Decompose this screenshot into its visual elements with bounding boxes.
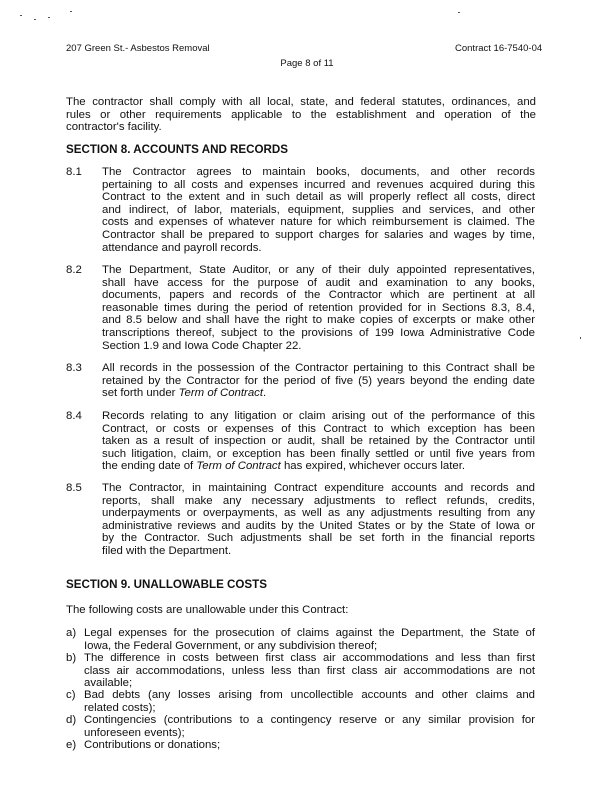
list-text	[84, 689, 535, 714]
list-text	[84, 652, 535, 690]
text-line: such litigation, claim, or exception has been finally settled or until five years from	[102, 447, 535, 460]
text-line: administrative reviews and audits by the United States or by the State of Iowa or	[102, 519, 535, 532]
list-text	[84, 714, 535, 739]
text-line: documents, papers and records of the Contractor which are pertinent at all	[102, 289, 535, 302]
section-9-heading: SECTION 9. UNALLOWABLE COSTS	[66, 578, 267, 591]
text-line: Section 1.9 and Iowa Code Chapter 22.	[102, 339, 302, 352]
text-line: the ending date of Term of Contract has expired, whichever occurs later.	[102, 460, 466, 473]
text-line: contractor's facility.	[66, 121, 162, 134]
text-line: class air accommodations, unless less than first class air accommodations are not	[84, 664, 535, 677]
list-label: b)	[66, 652, 77, 664]
text-line: Iowa, the Federal Government, or any subdivision thereof;	[84, 639, 378, 652]
text-line: taken as a result of inspection or audit, shall be retained by the Contractor until	[102, 435, 535, 448]
section-8-heading: SECTION 8. ACCOUNTS AND RECORDS	[66, 143, 289, 156]
clause-text	[102, 362, 535, 400]
clause-text	[102, 166, 535, 254]
clause-text	[102, 410, 535, 473]
text-line: The contractor shall comply with all local, state, and federal statutes, ordinances, and	[66, 96, 536, 108]
text-line: reasonable times during the period of retention provided for in Sections 8.3, 8.4,	[102, 301, 535, 314]
text-line: related costs);	[84, 701, 156, 714]
text-line: Contingencies (contributions to a contingency reserve or any similar provision for	[84, 714, 535, 726]
text-line: costs and expenses of whatever nature for which reimbursement is claimed. The	[102, 216, 535, 229]
text-line: The Contractor agrees to maintain books, documents, and other records	[102, 166, 535, 178]
list-text	[84, 739, 535, 752]
list-text	[84, 627, 535, 652]
text-line: transcriptions thereof, subject to the provisions of 199 Iowa Administrative Code	[102, 326, 535, 339]
header-document-title: 207 Green St.- Asbestos Removal	[66, 43, 210, 54]
list-label: c)	[66, 689, 76, 701]
text-line: attendance and payroll records.	[102, 241, 262, 254]
text-line: All records in the possession of the Contractor pertaining to this Contract shall be	[102, 362, 535, 374]
list-label: d)	[66, 714, 77, 726]
text-line: Contract to the extent and in such detail as will properly reflect all costs, direct	[102, 191, 535, 204]
text-line: Contractor shall be prepared to support charges for salaries and wages by time,	[102, 228, 535, 241]
intro-paragraph	[66, 96, 536, 134]
text-line: unforeseen events);	[84, 726, 185, 739]
text-line: set forth under Term of Contract.	[102, 387, 267, 400]
section-9-intro: The following costs are unallowable under this Contract:	[66, 604, 349, 616]
text-line: The difference in costs between first class air accommodations and less than first	[84, 652, 535, 664]
text-line: Bad debts (any losses arising from uncollectible accounts and other claims and	[84, 689, 535, 701]
text-line: Legal expenses for the prosecution of claims against the Department, the State of	[84, 627, 535, 639]
text-line: filed with the Department.	[102, 544, 232, 557]
header-contract-number: Contract 16-7540-04	[455, 43, 543, 54]
clause-number: 8.3	[66, 362, 82, 374]
text-line: by the Contractor. Such adjustments shall be set forth in the financial reports	[102, 532, 535, 545]
clause-number: 8.5	[66, 482, 82, 494]
text-line: Records relating to any litigation or claim arising out of the performance of this	[102, 410, 535, 422]
clause-number: 8.1	[66, 166, 82, 178]
text-line: and 8.5 below and shall have the right to make copies of excerpts or make other	[102, 314, 535, 327]
text-line: The Contractor, in maintaining Contract expenditure accounts and records and	[102, 482, 535, 494]
list-label: a)	[66, 627, 77, 639]
text-line: available;	[84, 677, 133, 690]
text-line: The Department, State Auditor, or any of their duly appointed representatives,	[102, 264, 535, 276]
clause-text	[102, 482, 535, 558]
text-line: rules or other requirements applicable to the establishment and operation of the	[66, 108, 536, 121]
clause-text	[102, 264, 535, 352]
text-line: underpayments or overpayments, as well as any adjustments resulting from any	[102, 507, 535, 520]
text-line: shall have access for the purpose of audit and examination to any books,	[102, 276, 535, 289]
list-label: e)	[66, 739, 77, 751]
text-line: reports, shall make any necessary adjustments to reflect refunds, credits,	[102, 494, 535, 507]
clause-number: 8.2	[66, 264, 82, 276]
page-number: Page 8 of 11	[280, 58, 334, 69]
text-line: Contract, or costs or expenses of this Contract to which exception has been	[102, 422, 535, 435]
text-line: pertaining to all costs and expenses incurred and revenues acquired during this	[102, 178, 535, 191]
text-line: Contributions or donations;	[84, 739, 221, 751]
text-line: retained by the Contractor for the period of five (5) years beyond the ending date	[102, 374, 535, 387]
text-line: and indirect, of labor, materials, equipment, supplies and services, and other	[102, 203, 535, 216]
clause-number: 8.4	[66, 410, 82, 422]
